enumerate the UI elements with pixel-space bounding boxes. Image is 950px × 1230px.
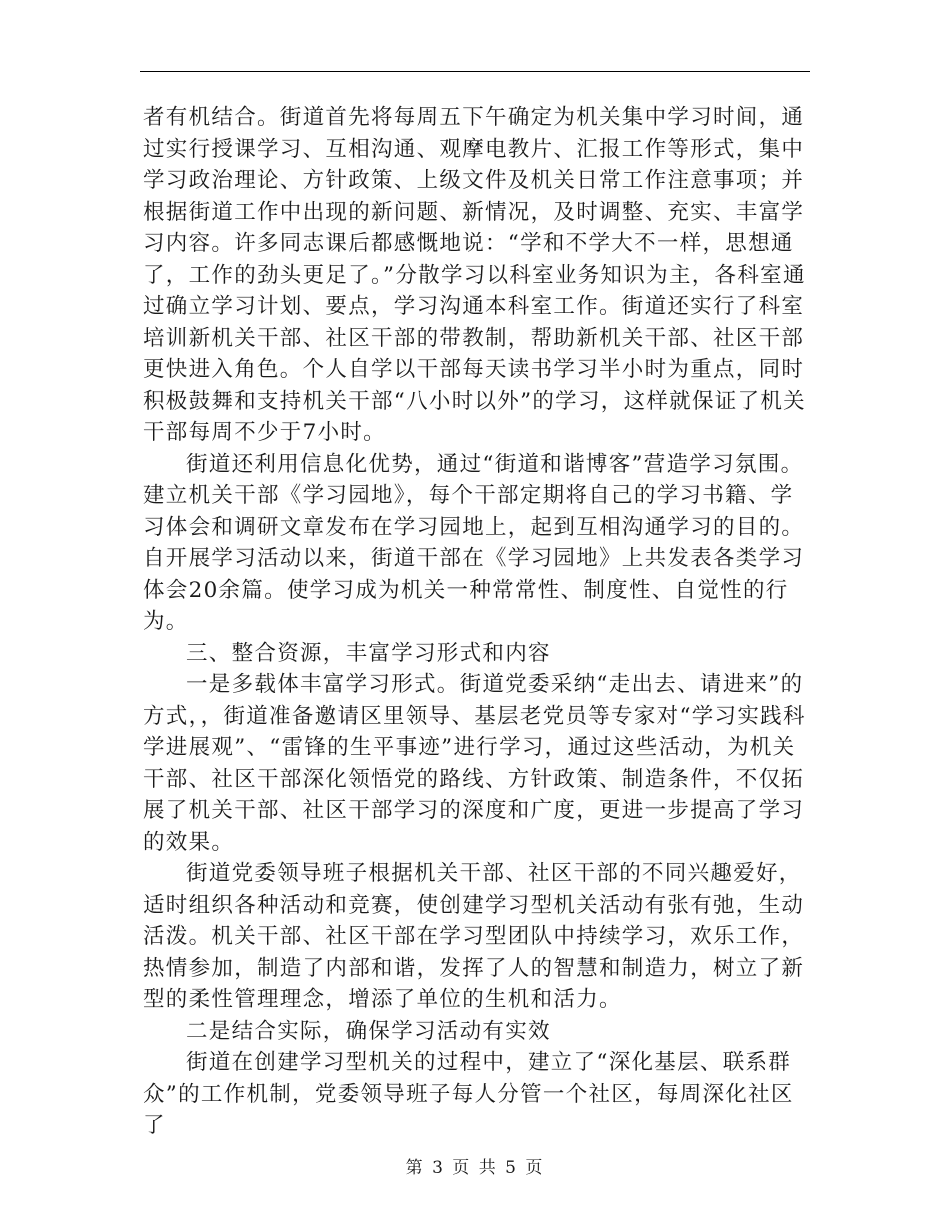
paragraph: 街道党委领导班子根据机关干部、社区干部的不同兴趣爱好，适时组织各种活动和竞赛，使创建学习型机关活动有张有弛，生动活泼。机关干部、社区干部在学习型团队中持续学习，欢乐工作，热情参加，制造了内部和谐，发挥了人的智慧和制造力，树立了新型的柔性管理理念，增添了单位的生机和活力。 xyxy=(143,861,805,1012)
page-footer: 第 3 页 共 5 页 xyxy=(405,1158,545,1178)
paragraph: 一是多载体丰富学习形式。街道党委采纳“走出去、请进来”的方式，，街道准备邀请区里领导、基层老党员等专家对“学习实践科学进展观”、“雷锋的生平事迹”进行学习，通过这些活动，为机关干部、社区干部深化领悟党的路线、方针政策、制造条件，不仅拓展了机关干部、社区干部学习的深度和广度，更进一步提高了学习的效果。 xyxy=(143,672,806,855)
body-text xyxy=(143,102,811,1142)
section-heading: 三、整合资源，丰富学习形式和内容 xyxy=(186,640,551,666)
paragraph: 街道在创建学习型机关的过程中，建立了“深化基层、联系群众”的工作机制，党委领导班子每人分管一个社区，每周深化社区了 xyxy=(143,1050,794,1138)
header-rule xyxy=(140,71,810,72)
subsection-heading: 二是结合实际，确保学习活动有实效 xyxy=(186,1018,551,1044)
paragraph: 街道还利用信息化优势，通过“街道和谐博客”营造学习氛围。建立机关干部《学习园地》，每个干部定期将自己的学习书籍、学习体会和调研文章发布在学习园地上，起到互相沟通学习的目的。自开展学习活动以来，街道干部在《学习园地》上共发表各类学习体会20余篇。使学习成为机关一种常常性、制度性、自觉性的行为。 xyxy=(143,451,805,634)
paragraph: 者有机结合。街道首先将每周五下午确定为机关集中学习时间，通过实行授课学习、互相沟通、观摩电教片、汇报工作等形式，集中学习政治理论、方针政策、上级文件及机关日常工作注意事项；并根据街道工作中出现的新问题、新情况，及时调整、充实、丰富学习内容。许多同志课后都感慨地说：“学和不学大不一样，思想通了，工作的劲头更足了。”分散学习以科室业务知识为主，各科室通过确立学习计划、要点，学习沟通本科室工作。街道还实行了科室培训新机关干部、社区干部的带教制，帮助新机关干部、社区干部更快进入角色。个人自学以干部每天读书学习半小时为重点，同时积极鼓舞和支持机关干部“八小时以外”的学习，这样就保证了机关干部每周不少于7小时。 xyxy=(143,105,806,445)
